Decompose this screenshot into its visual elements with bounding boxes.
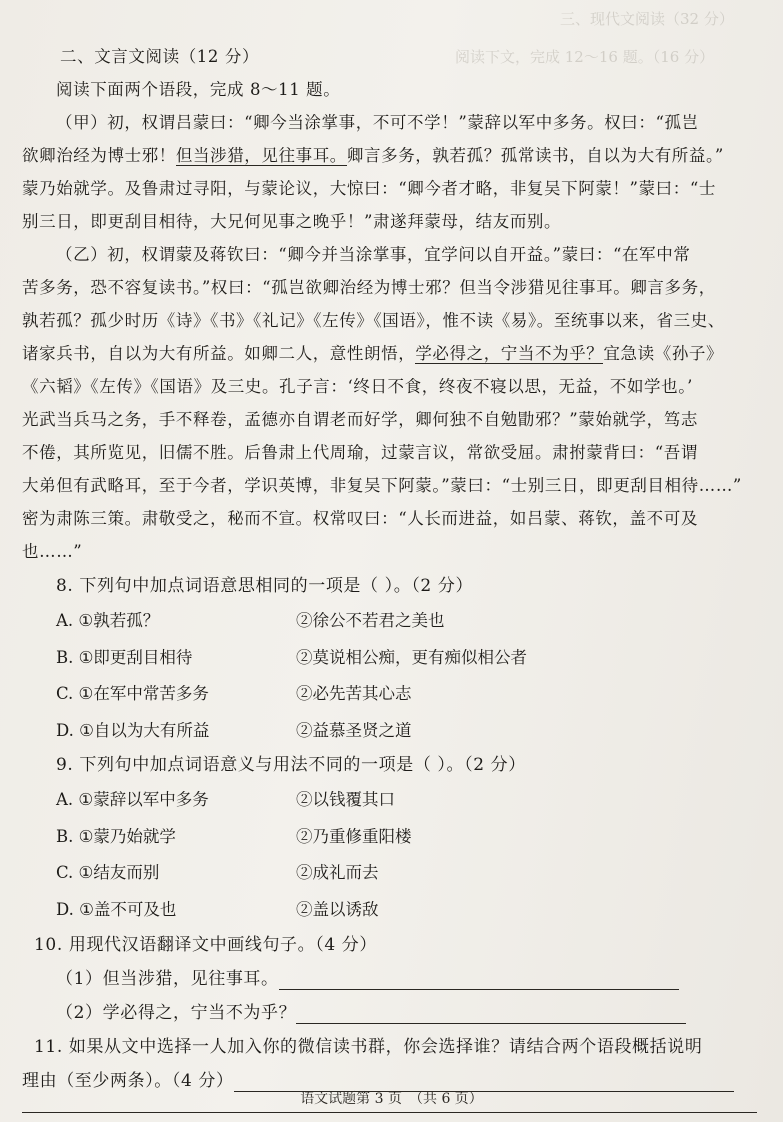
- question-stem: 10. 用现代汉语翻译文中画线句子。（4 分）: [34, 935, 377, 955]
- option-a-text: D. ①盖不可及也: [56, 899, 177, 919]
- passage-line: 密为肃陈三策。肃敬受之，秘而不宣。权常叹曰：“人长而进益，如吕蒙、蒋钦，盖不可及: [22, 509, 698, 528]
- option-row: [22, 713, 757, 750]
- question-stem: 9. 下列句中加点词语意义与用法不同的一项是（ ）。（2 分）: [56, 755, 526, 775]
- answer-line[interactable]: [279, 969, 679, 990]
- text-segment: 宜急读《孙子》: [603, 344, 724, 363]
- passage-line: （乙）初，权谓蒙及蒋钦曰：“卿今并当涂掌事，宜学问以自开益。”蒙曰：“在军中常: [56, 245, 691, 264]
- passage-jia: [22, 106, 757, 238]
- option-a-text: D. ①自以为大有所益: [56, 720, 210, 740]
- instruction: 阅读下面两个语段，完成 8～11 题。: [56, 80, 341, 99]
- question-9: [22, 749, 757, 928]
- text-segment: 诸家兵书，自以为大有所益。如卿二人，意性朗悟，: [22, 344, 416, 363]
- option-a-text: C. ①结友而别: [56, 863, 160, 882]
- underlined-sentence: 但当涉猎，见往事耳。: [175, 146, 347, 165]
- option-b-text: ②必先苦其心志: [296, 684, 412, 703]
- option-row: [22, 819, 757, 856]
- passage-line: 大弟但有武略耳，至于今者，学识英博，非复吴下阿蒙。”蒙曰：“士别三日，即更刮目相待……”: [22, 476, 742, 495]
- passage-yi: [22, 238, 757, 568]
- option-row: [22, 640, 757, 677]
- question-stem: 8. 下列句中加点词语意思相同的一项是（ ）。（2 分）: [56, 576, 474, 596]
- option-a-text: B. ①蒙乃始就学: [56, 826, 176, 846]
- translation-item: [22, 996, 757, 1030]
- passage-line: 蒙乃始就学。及鲁肃过寻阳，与蒙论议，大惊曰：“卿今者才略，非复吴下阿蒙！”蒙曰：“士: [22, 179, 717, 198]
- bleed-through-text: 阅读下文，完成 12～16 题。（16 分）: [455, 48, 715, 66]
- translation-prompt: （2）学必得之，宁当不为乎？: [56, 1003, 297, 1023]
- option-row: [22, 603, 757, 640]
- translation-item: [22, 962, 757, 996]
- passage-line: 苦多务，恐不容复读书。”权曰：“孤岂欲卿治经为博士邪？但当令涉猎见往事耳。卿言多务，: [22, 278, 716, 297]
- option-a-text: A. ①蒙辞以军中多务: [56, 790, 209, 809]
- text-segment: 欲卿治经为博士邪！: [22, 146, 176, 165]
- passage-line: 孰若孤？孤少时历《诗》《书》《礼记》《左传》《国语》，惟不读《易》。至统事以来，省三史、: [22, 311, 725, 330]
- exam-content: [22, 40, 757, 1113]
- text-segment: 卿言多务，孰若孤？孤常读书，自以为大有所益。”: [346, 146, 724, 165]
- question-10: [22, 928, 757, 1030]
- passage-line: 不倦，其所览见，旧儒不胜。后鲁肃上代周瑜，过蒙言议，常欲受屈。肃拊蒙背曰：“吾谓: [22, 443, 698, 462]
- answer-line[interactable]: [296, 1003, 686, 1024]
- passage-line: [22, 139, 757, 172]
- option-b-text: ②莫说相公痴，更有痴似相公者: [296, 647, 527, 667]
- option-row: [22, 855, 757, 892]
- option-a-text: C. ①在军中常苦多务: [56, 684, 209, 703]
- question-stem: 11. 如果从文中选择一人加入你的微信读书群，你会选择谁？请结合两个语段概括说明: [34, 1037, 703, 1057]
- answer-line[interactable]: [22, 1112, 757, 1113]
- translation-prompt: （1）但当涉猎，见往事耳。: [56, 969, 279, 989]
- option-b-text: ②益慕圣贤之道: [296, 720, 412, 740]
- passage-line: 光武当兵马之务，手不释卷，孟德亦自谓老而好学，卿何独不自勉勖邪？”蒙始就学，笃志: [22, 410, 698, 429]
- option-b-text: ②成礼而去: [296, 863, 379, 882]
- underlined-sentence: 学必得之，宁当不为乎？: [415, 344, 604, 363]
- option-row: [22, 676, 757, 713]
- passage-line: （甲）初，权谓吕蒙曰：“卿今当涂掌事，不可不学！”蒙辞以军中多务。权曰：“孤岂: [56, 113, 699, 132]
- section-title: 二、文言文阅读（12 分）: [60, 47, 260, 66]
- option-a-text: A. ①孰若孤？: [56, 611, 160, 630]
- option-b-text: ②乃重修重阳楼: [296, 826, 412, 846]
- passage-line: [22, 337, 757, 370]
- passage-line: 也……”: [22, 542, 83, 561]
- bleed-through-text: 三、现代文阅读（32 分）: [560, 10, 734, 28]
- page-footer: 语文试题第 3 页 （共 6 页）: [300, 1091, 483, 1107]
- passage-line: 别三日，即更刮目相待，大兄何见事之晚乎！”肃遂拜蒙母，结友而别。: [22, 212, 562, 231]
- option-row: [22, 782, 757, 819]
- question-8: [22, 570, 757, 749]
- option-b-text: ②徐公不若君之美也: [296, 611, 445, 630]
- option-b-text: ②盖以诱敌: [296, 899, 379, 919]
- option-b-text: ②以钱覆其口: [296, 790, 395, 809]
- question-text: 理由（至少两条）。（4 分）: [22, 1071, 234, 1091]
- option-a-text: B. ①即更刮目相待: [56, 647, 193, 667]
- passage-line: 《六韬》《左传》《国语》及三史。孔子言：‘终日不食，终夜不寝以思，无益，不如学也。’: [22, 377, 693, 396]
- option-row: [22, 892, 757, 929]
